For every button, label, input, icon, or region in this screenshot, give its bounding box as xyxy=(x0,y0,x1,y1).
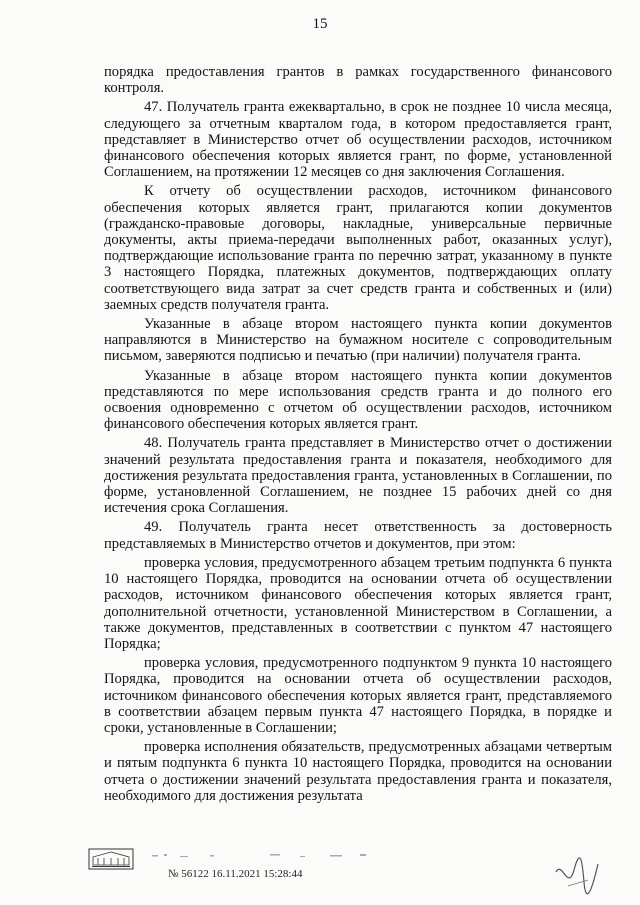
paragraph: Указанные в абзаце втором настоящего пункта копии документов направляются в Министерство на бумажном носителе с сопроводительным письмом, заверяются подписью и печатью (при наличии) получателя гранта. xyxy=(104,316,612,365)
paragraph: 48. Получатель гранта представляет в Министерство отчет о достижении значений результата предоставления гранта и показателя, необходимого для достижения результата предоставления гранта, установленных в Соглашении, по форме, установленной Соглашением, не позднее 15 рабочих дней со дня истечения срока Соглашения. xyxy=(104,435,612,517)
building-stamp-icon xyxy=(88,848,134,870)
paragraph: 47. Получатель гранта ежеквартально, в срок не позднее 10 числа месяца, следующего за отчетным кварталом года, в котором предоставляется грант, представляет в Министерство отчет об осуществлении расходов, источником финансового обеспечения которых является грант, по форме, установленной Соглашением, на протяжении 12 месяцев со дня заключения Соглашения. xyxy=(104,99,612,181)
document-body xyxy=(104,64,612,807)
handwritten-signature-icon xyxy=(548,852,608,898)
paragraph: проверка условия, предусмотренного подпунктом 9 пункта 10 настоящего Порядка, проводится на основании отчета об осуществлении расходов, источником финансового обеспечения которых является грант, представляемого в соответствии абзацем первым пункта 47 настоящего Порядка, в порядке и сроки, установленные в Соглашении; xyxy=(104,655,612,736)
paragraph: проверка условия, предусмотренного абзацем третьим подпункта 6 пункта 10 настоящего Порядка, проводится на основании отчета об осуществлении расходов, источником финансового обеспечения которых является грант, дополнительной отчетности, установленной Министерством в Соглашении, а также документов, представленных в соответствии с пунктом 47 настоящего Порядка; xyxy=(104,554,612,652)
paragraph: порядка предоставления грантов в рамках государственного финансового контроля. xyxy=(104,64,612,97)
paragraph: Указанные в абзаце втором настоящего пункта копии документов представляются по мере использования средств гранта и до полного его освоения одновременно с отчетом об осуществлении расходов, источником финансового обеспечения которых является грант. xyxy=(104,367,612,433)
paragraph: проверка исполнения обязательств, предусмотренных абзацами четвертым и пятым подпункта 6 пункта 10 настоящего Порядка, проводится на основании отчета о достижении значений результата предоставления гранта и показателя, необходимого для достижения результата xyxy=(104,739,612,804)
scan-artifact-icon xyxy=(150,852,390,860)
registration-code: № 56122 16.11.2021 15:28:44 xyxy=(168,868,303,880)
paragraph: К отчету об осуществлении расходов, источником финансового обеспечения которых является грант, прилагаются копии документов (гражданско-правовые договоры, накладные, универсальные первичные документы, акты приема-передачи выполненных работ, оказанных услуг), подтверждающие использование гранта по перечню затрат, указанному в пункте 3 настоящего Порядка, платежных документов, подтверждающих оплату соответствующего вида затрат за счет средств гранта и собственных и (или) заемных средств получателя гранта. xyxy=(104,183,612,313)
page-number: 15 xyxy=(312,16,328,32)
paragraph: 49. Получатель гранта несет ответственность за достоверность представляемых в Министерство отчетов и документов, при этом: xyxy=(104,519,612,552)
